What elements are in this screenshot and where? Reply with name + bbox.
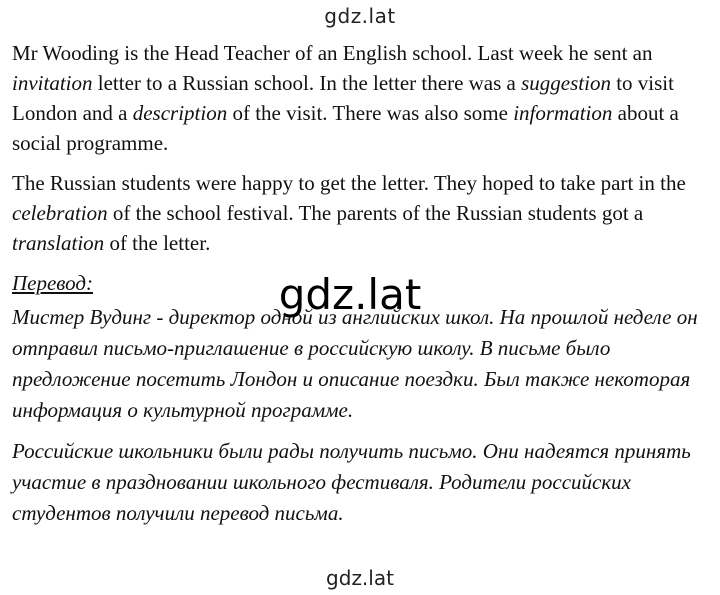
- italic-term: invitation: [12, 71, 93, 95]
- text-run: of the school festival. The parents of the Russian students got a: [107, 201, 644, 225]
- english-paragraph-1: [12, 38, 712, 158]
- russian-text: [12, 302, 712, 529]
- watermark-middle: gdz.lat: [278, 270, 422, 319]
- watermark-bottom: gdz.lat: [326, 566, 394, 590]
- text-run: of the letter.: [104, 231, 211, 255]
- italic-term: suggestion: [521, 71, 611, 95]
- english-paragraph-2: [12, 168, 712, 258]
- italic-term: information: [513, 101, 613, 125]
- russian-paragraph-2: Российские школьники были рады получить письмо. Они надеятся принять участие в праздновании школьного фестиваля. Родители российских студентов получили перевод письма.: [12, 439, 691, 525]
- italic-term: celebration: [12, 201, 108, 225]
- italic-term: translation: [12, 231, 105, 255]
- russian-paragraph-1: Мистер Вудинг - директор одной из английских школ. На прошлой неделе он отправил письмо-приглашение в российскую школу. В письме было предложение посетить Лондон и описание поездки. Был также некоторая информация о культурной программе.: [12, 305, 698, 422]
- italic-term: description: [132, 101, 228, 125]
- text-run: to visit London and a: [12, 71, 674, 125]
- translation-label: Перевод:: [12, 271, 93, 295]
- watermark-top: gdz.lat: [324, 4, 396, 28]
- text-run: Mr Wooding is the Head Teacher of an English school. Last week he sent an: [12, 41, 653, 65]
- text-run: about a social programme.: [12, 101, 679, 155]
- text-run: The Russian students were happy to get the letter. They hoped to take part in the: [12, 171, 686, 195]
- english-text: [12, 38, 712, 258]
- text-run: of the visit. There was also some: [227, 101, 514, 125]
- text-run: letter to a Russian school. In the letter there was a: [92, 71, 522, 95]
